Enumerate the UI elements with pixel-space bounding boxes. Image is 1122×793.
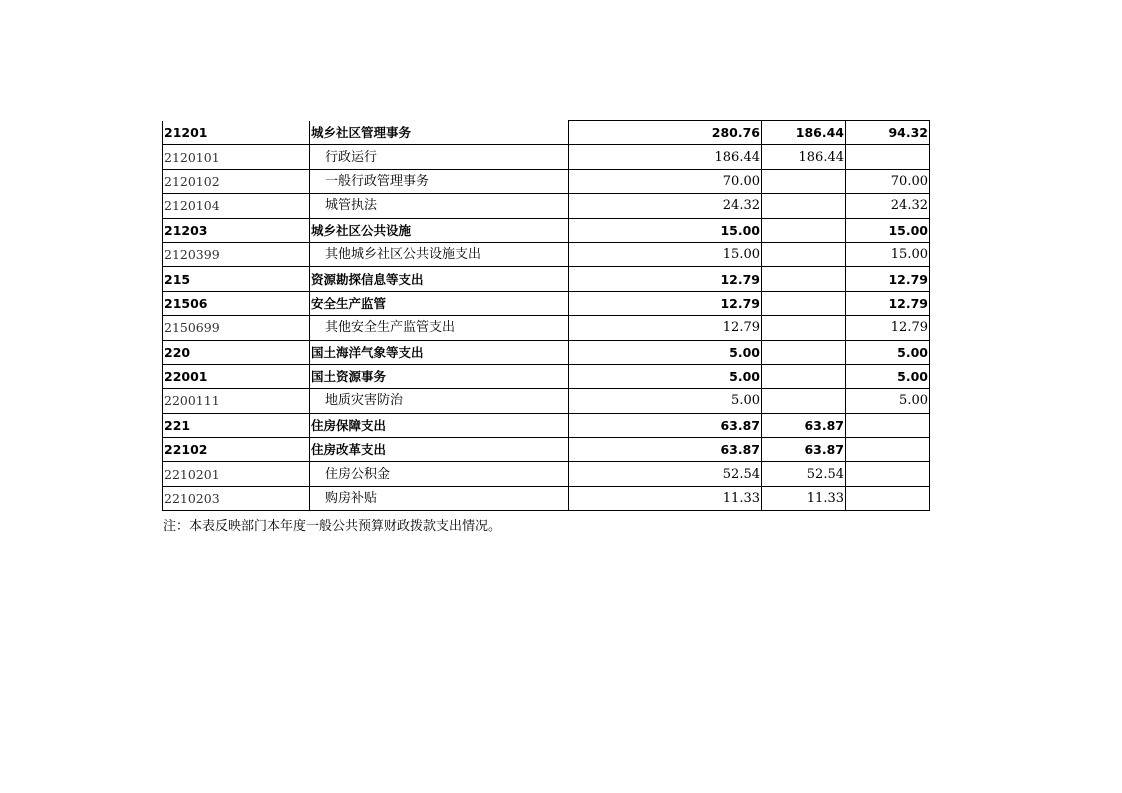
total-amount-cell: [569, 462, 762, 486]
subject-name-cell-text: 其他城乡社区公共设施支出: [325, 247, 482, 263]
project-expenditure-cell-text: 5.00: [897, 369, 928, 385]
subject-code-cell: [163, 438, 310, 462]
total-amount-cell: [569, 316, 762, 340]
project-expenditure-cell: [846, 194, 930, 218]
subject-name-cell-text: 安全生产监管: [311, 295, 387, 311]
subject-name-cell: [310, 364, 569, 388]
subject-name-cell-text: 住房公积金: [325, 466, 391, 482]
basic-expenditure-cell-text: 52.54: [806, 466, 844, 482]
subject-code-cell: [163, 364, 310, 388]
subject-name-cell: [310, 389, 569, 413]
subject-code-cell-text: 21506: [164, 295, 208, 311]
subject-code-cell: [163, 218, 310, 242]
table-row: [163, 169, 930, 193]
project-expenditure-cell: [846, 340, 930, 364]
basic-expenditure-cell: [762, 267, 846, 291]
project-expenditure-cell: [846, 145, 930, 169]
total-amount-cell-text: 70.00: [722, 173, 760, 189]
total-amount-cell-text: 63.87: [720, 417, 760, 433]
total-amount-cell: [569, 194, 762, 218]
project-expenditure-cell: [846, 218, 930, 242]
total-amount-cell-text: 12.79: [720, 271, 760, 287]
subject-name-cell: [310, 413, 569, 437]
project-expenditure-cell-text: 94.32: [888, 125, 928, 141]
subject-name-cell: [310, 462, 569, 486]
subject-name-cell-text: 城管执法: [325, 198, 378, 214]
project-expenditure-cell: [846, 413, 930, 437]
total-amount-cell: [569, 242, 762, 266]
subject-code-cell: [163, 486, 310, 510]
basic-expenditure-cell: [762, 486, 846, 510]
subject-code-cell-text: 2150699: [164, 320, 220, 336]
total-amount-cell: [569, 218, 762, 242]
subject-name-cell: [310, 242, 569, 266]
subject-name-cell: [310, 438, 569, 462]
basic-expenditure-cell-text: 63.87: [804, 417, 844, 433]
table-note: 注：本表反映部门本年度一般公共预算财政拨款支出情况。: [163, 519, 502, 534]
total-amount-cell-text: 24.32: [722, 198, 760, 214]
expenditure-table-container: [162, 120, 930, 511]
subject-name-cell-text: 住房保障支出: [311, 417, 387, 433]
project-expenditure-cell: [846, 169, 930, 193]
total-amount-cell-text: 15.00: [722, 247, 760, 263]
total-amount-cell-text: 5.00: [731, 393, 760, 409]
total-amount-cell-text: 63.87: [720, 442, 760, 458]
total-amount-cell-text: 11.33: [722, 491, 760, 507]
subject-code-cell: [163, 389, 310, 413]
table-row: [163, 121, 930, 145]
table-row: [163, 316, 930, 340]
subject-code-cell: [163, 291, 310, 315]
total-amount-cell-text: 5.00: [729, 344, 760, 360]
basic-expenditure-cell: [762, 316, 846, 340]
basic-expenditure-cell: [762, 413, 846, 437]
subject-code-cell: [163, 169, 310, 193]
table-row: [163, 389, 930, 413]
subject-name-cell-text: 住房改革支出: [311, 442, 387, 458]
subject-name-cell-text: 其他安全生产监管支出: [325, 320, 456, 336]
subject-code-cell-text: 2210201: [164, 466, 220, 482]
subject-name-cell: [310, 194, 569, 218]
subject-code-cell-text: 2120102: [164, 173, 220, 189]
subject-code-cell-text: 215: [164, 271, 191, 287]
subject-name-cell-text: 资源勘探信息等支出: [311, 271, 424, 287]
basic-expenditure-cell: [762, 242, 846, 266]
project-expenditure-cell-text: 12.79: [890, 320, 928, 336]
table-row: [163, 364, 930, 388]
table-row: [163, 486, 930, 510]
table-row: [163, 267, 930, 291]
project-expenditure-cell: [846, 389, 930, 413]
basic-expenditure-cell: [762, 218, 846, 242]
total-amount-cell: [569, 267, 762, 291]
table-row: [163, 462, 930, 486]
subject-code-cell-text: 22102: [164, 442, 208, 458]
total-amount-cell-text: 12.79: [720, 295, 760, 311]
table-row: [163, 340, 930, 364]
subject-code-cell-text: 2120399: [164, 247, 220, 263]
project-expenditure-cell: [846, 364, 930, 388]
expenditure-table: [162, 120, 930, 511]
total-amount-cell: [569, 438, 762, 462]
project-expenditure-cell: [846, 438, 930, 462]
total-amount-cell-text: 186.44: [714, 149, 760, 165]
subject-code-cell: [163, 242, 310, 266]
project-expenditure-cell: [846, 121, 930, 145]
basic-expenditure-cell: [762, 145, 846, 169]
subject-code-cell-text: 2120101: [164, 149, 220, 165]
subject-name-cell: [310, 316, 569, 340]
subject-code-cell-text: 22001: [164, 369, 208, 385]
subject-name-cell: [310, 291, 569, 315]
project-expenditure-cell: [846, 486, 930, 510]
subject-code-cell: [163, 462, 310, 486]
table-row: [163, 413, 930, 437]
subject-name-cell-text: 国土海洋气象等支出: [311, 344, 424, 360]
project-expenditure-cell-text: 12.79: [888, 271, 928, 287]
total-amount-cell: [569, 486, 762, 510]
total-amount-cell-text: 5.00: [729, 369, 760, 385]
project-expenditure-cell-text: 5.00: [897, 344, 928, 360]
subject-code-cell: [163, 145, 310, 169]
subject-code-cell-text: 2200111: [164, 393, 220, 409]
subject-name-cell-text: 行政运行: [325, 149, 378, 165]
basic-expenditure-cell: [762, 169, 846, 193]
basic-expenditure-cell-text: 63.87: [804, 442, 844, 458]
project-expenditure-cell: [846, 316, 930, 340]
total-amount-cell: [569, 291, 762, 315]
basic-expenditure-cell: [762, 462, 846, 486]
subject-code-cell: [163, 121, 310, 145]
subject-name-cell: [310, 340, 569, 364]
subject-code-cell-text: 21201: [164, 124, 208, 140]
project-expenditure-cell-text: 70.00: [890, 173, 928, 189]
total-amount-cell-text: 52.54: [722, 466, 760, 482]
project-expenditure-cell-text: 15.00: [890, 247, 928, 263]
total-amount-cell-text: 280.76: [711, 125, 760, 141]
basic-expenditure-cell-text: 186.44: [798, 149, 844, 165]
project-expenditure-cell-text: 24.32: [890, 198, 928, 214]
subject-name-cell: [310, 267, 569, 291]
total-amount-cell-text: 15.00: [720, 222, 760, 238]
subject-name-cell-text: 地质灾害防治: [325, 393, 404, 409]
basic-expenditure-cell-text: 11.33: [806, 491, 844, 507]
total-amount-cell: [569, 389, 762, 413]
project-expenditure-cell: [846, 291, 930, 315]
table-row: [163, 145, 930, 169]
basic-expenditure-cell-text: 186.44: [795, 125, 844, 141]
total-amount-cell: [569, 145, 762, 169]
subject-code-cell-text: 2120104: [164, 198, 220, 214]
project-expenditure-cell: [846, 462, 930, 486]
basic-expenditure-cell: [762, 389, 846, 413]
total-amount-cell: [569, 169, 762, 193]
table-row: [163, 242, 930, 266]
total-amount-cell-text: 12.79: [722, 320, 760, 336]
subject-code-cell-text: 21203: [164, 222, 208, 238]
subject-code-cell: [163, 267, 310, 291]
table-row: [163, 438, 930, 462]
total-amount-cell: [569, 121, 762, 145]
total-amount-cell: [569, 364, 762, 388]
project-expenditure-cell-text: 12.79: [888, 295, 928, 311]
subject-code-cell: [163, 194, 310, 218]
basic-expenditure-cell: [762, 340, 846, 364]
subject-name-cell: [310, 486, 569, 510]
subject-code-cell: [163, 340, 310, 364]
subject-name-cell-text: 城乡社区公共设施: [311, 222, 412, 238]
project-expenditure-cell-text: 5.00: [899, 393, 928, 409]
basic-expenditure-cell: [762, 438, 846, 462]
subject-name-cell: [310, 145, 569, 169]
basic-expenditure-cell: [762, 364, 846, 388]
project-expenditure-cell-text: 15.00: [888, 222, 928, 238]
subject-code-cell-text: 221: [164, 417, 191, 433]
subject-code-cell: [163, 316, 310, 340]
table-row: [163, 291, 930, 315]
subject-name-cell: [310, 218, 569, 242]
total-amount-cell: [569, 413, 762, 437]
total-amount-cell: [569, 340, 762, 364]
subject-name-cell-text: 国土资源事务: [311, 369, 387, 385]
subject-code-cell-text: 220: [164, 344, 191, 360]
subject-code-cell: [163, 413, 310, 437]
project-expenditure-cell: [846, 242, 930, 266]
subject-name-cell: [310, 121, 569, 145]
subject-code-cell-text: 2210203: [164, 491, 220, 507]
table-row: [163, 218, 930, 242]
subject-name-cell-text: 城乡社区管理事务: [311, 124, 412, 140]
basic-expenditure-cell: [762, 291, 846, 315]
subject-name-cell: [310, 169, 569, 193]
subject-name-cell-text: 购房补贴: [325, 491, 378, 507]
subject-name-cell-text: 一般行政管理事务: [325, 173, 430, 189]
basic-expenditure-cell: [762, 121, 846, 145]
project-expenditure-cell: [846, 267, 930, 291]
basic-expenditure-cell: [762, 194, 846, 218]
table-row: [163, 194, 930, 218]
